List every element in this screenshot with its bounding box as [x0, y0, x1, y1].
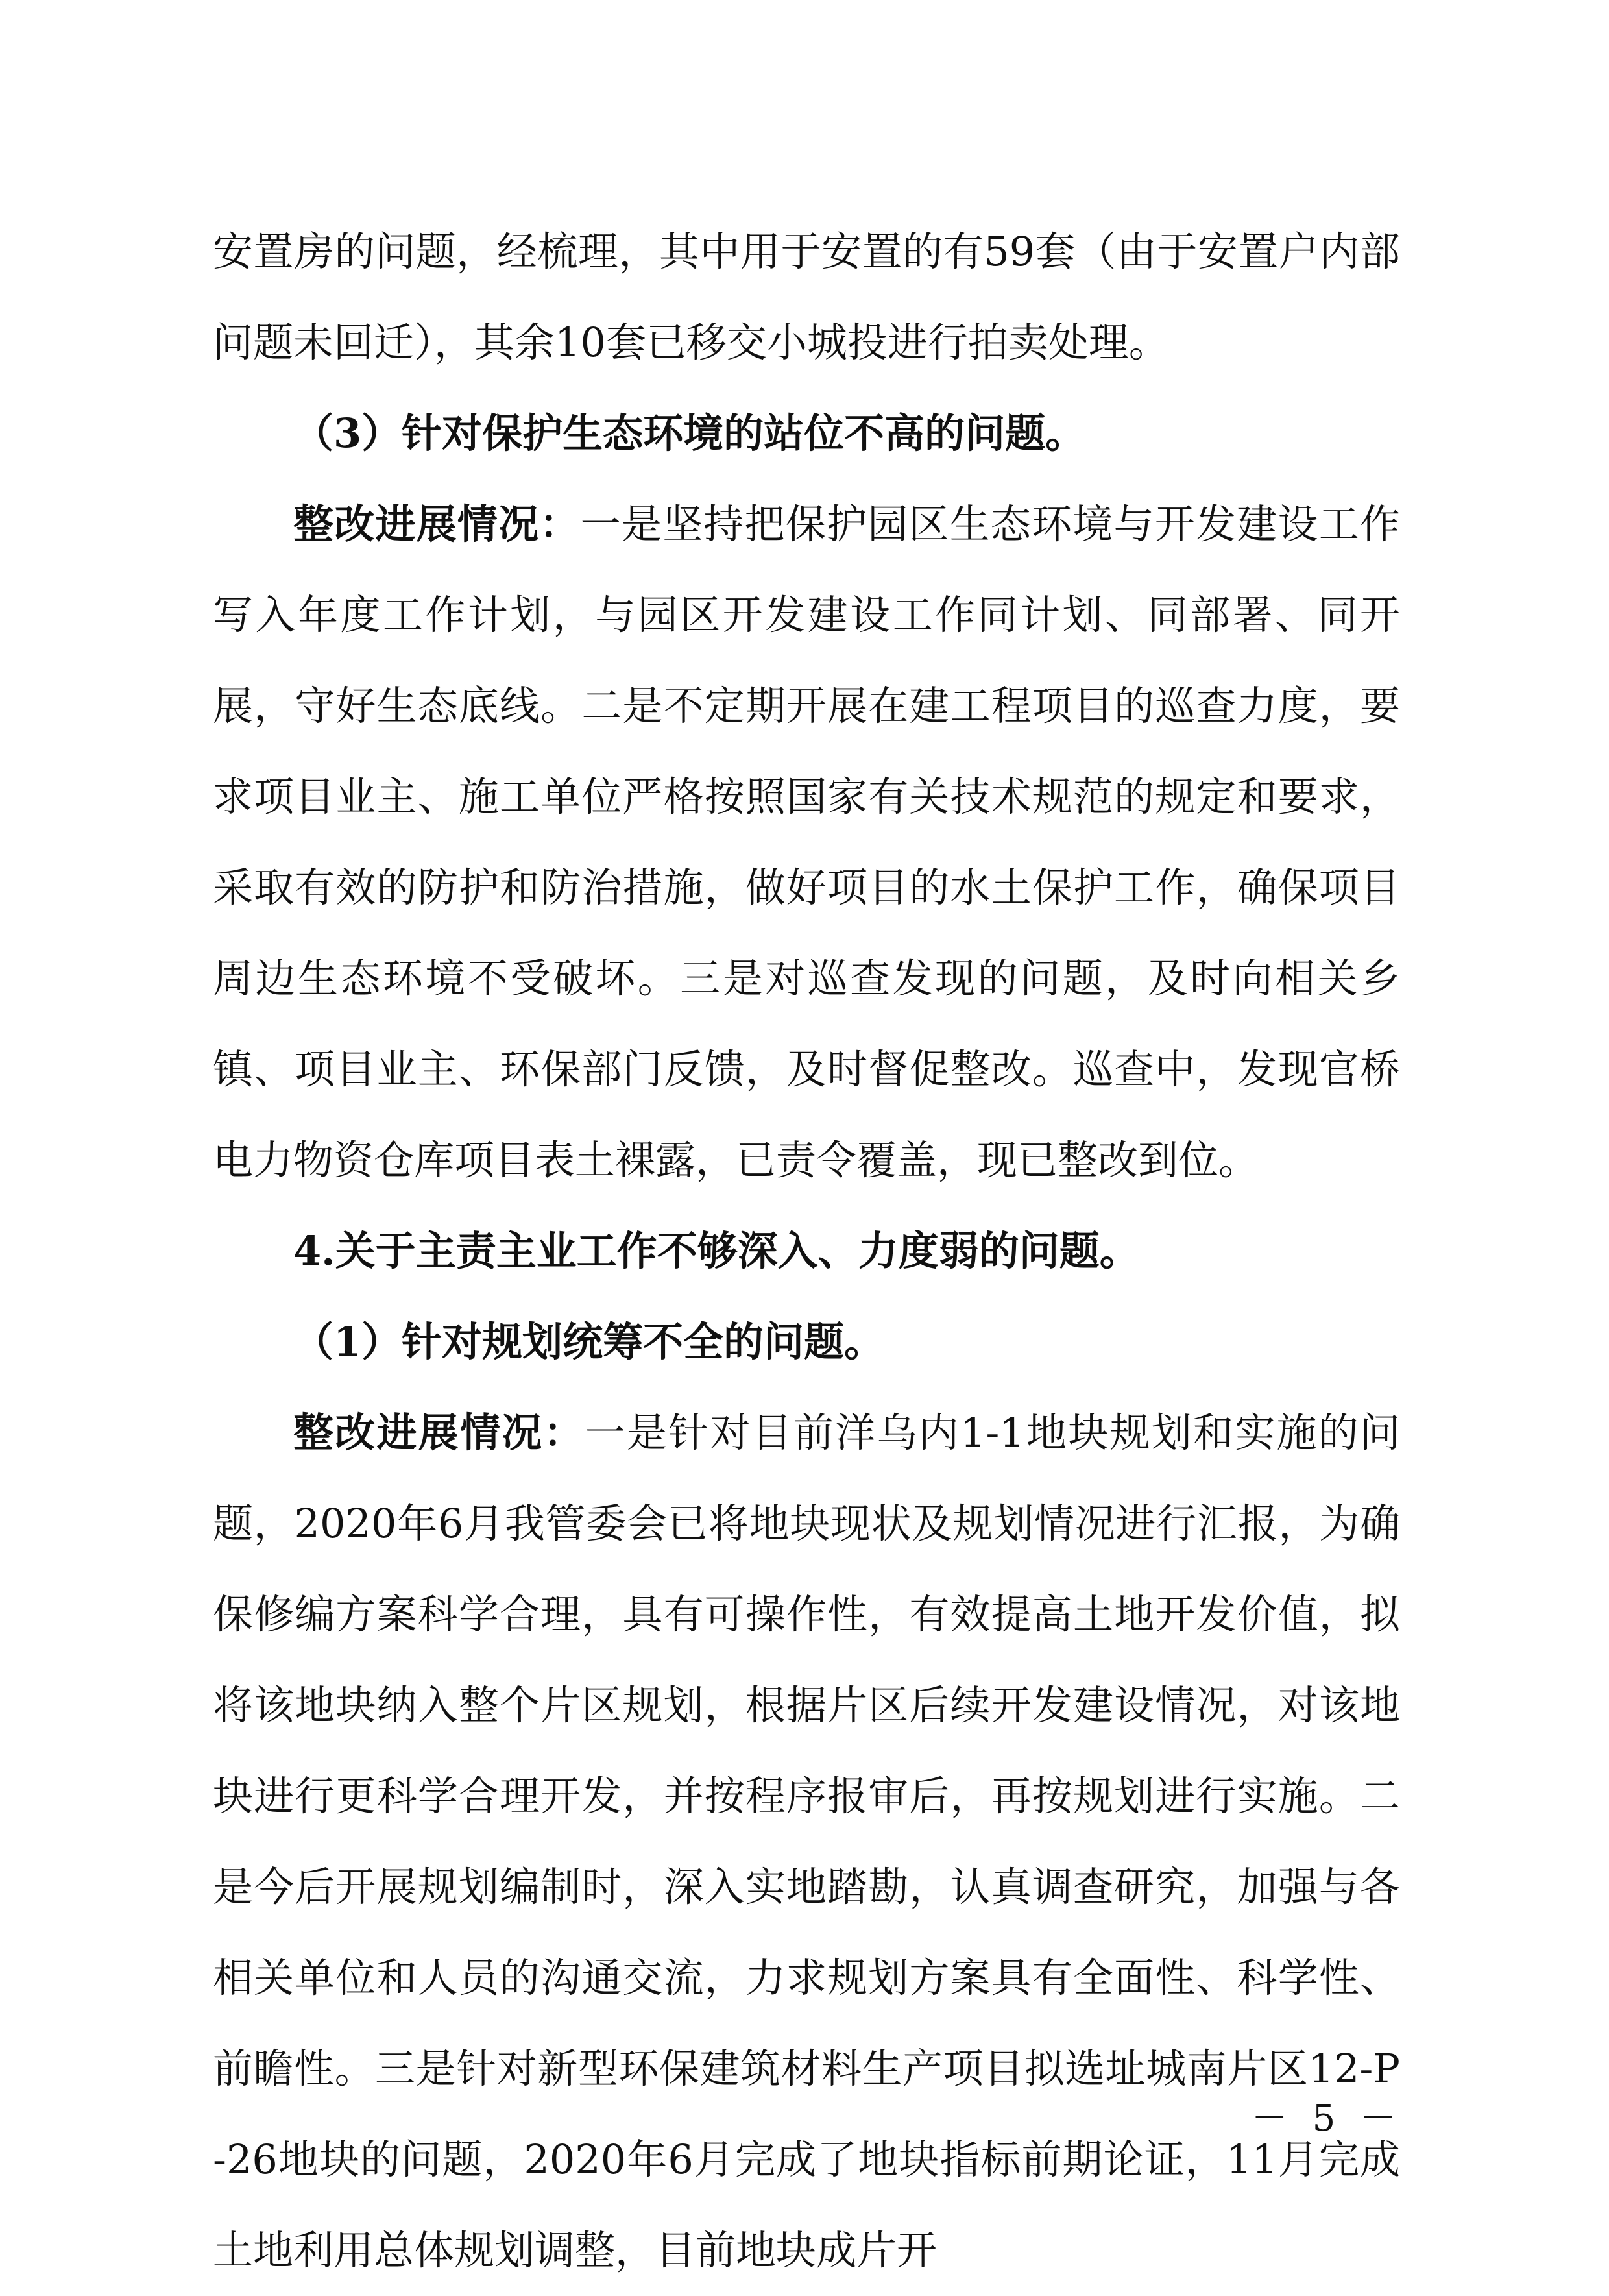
paragraph-3-body: 一是坚持把保护园区生态环境与开发建设工作写入年度工作计划，与园区开发建设工作同计划、同部署、同开展，守好生态底线。二是不定期开展在建工程项目的巡查力度，要求项目业主、施工单位严格按照国家有关技术规范的规定和要求，采取有效的防护和防治措施，做好项目的水土保护工作，确保项目周边生态环境不受破坏。三是对巡查发现的问题，及时向相关乡镇、项目业主、环保部门反馈，及时督促整改。巡查中，发现官桥电力物资仓库项目表土裸露，已责令覆盖，现已整改到位。: [213, 500, 1400, 1184]
heading-3-ecology: （3）针对保护生态环境的站位不高的问题。: [293, 409, 1086, 457]
paragraph-3-progress: [213, 479, 1400, 1206]
heading-4-1-planning: （1）针对规划统筹不全的问题。: [293, 1318, 885, 1365]
progress-lead-label: 整改进展情况：: [293, 1409, 585, 1456]
paragraph-4-1-progress: [213, 1387, 1400, 2296]
progress-lead-label: 整改进展情况：: [293, 500, 581, 548]
heading-4-main-duty: 4.关于主责主业工作不够深入、力度弱的问题。: [293, 1227, 1140, 1275]
page-number: － 5 －: [1251, 2097, 1403, 2140]
document-body: [213, 206, 1400, 2296]
paragraph-4-1-body: 一是针对目前洋乌内1-1地块规划和实施的问题，2020年6月我管委会已将地块现状及规划情况进行汇报，为确保修编方案科学合理，具有可操作性，有效提高土地开发价值，拟将该地块纳入整个片区规划，根据片区后续开发建设情况，对该地块进行更科学合理开发，并按程序报审后，再按规划进行实施。二是今后开展规划编制时，深入实地踏勘，认真调查研究，加强与各相关单位和人员的沟通交流，力求规划方案具有全面性、科学性、前瞻性。三是针对新型环保建筑材料生产项目拟选址城南片区12-P-26地块的问题，2020年6月完成了地块指标前期论证，11月完成土地利用总体规划调整，目前地块成片开: [213, 1409, 1400, 2274]
paragraph-continuation: 安置房的问题，经梳理，其中用于安置的有59套（由于安置户内部问题未回迁），其余10套已移交小城投进行拍卖处理。: [213, 228, 1400, 366]
